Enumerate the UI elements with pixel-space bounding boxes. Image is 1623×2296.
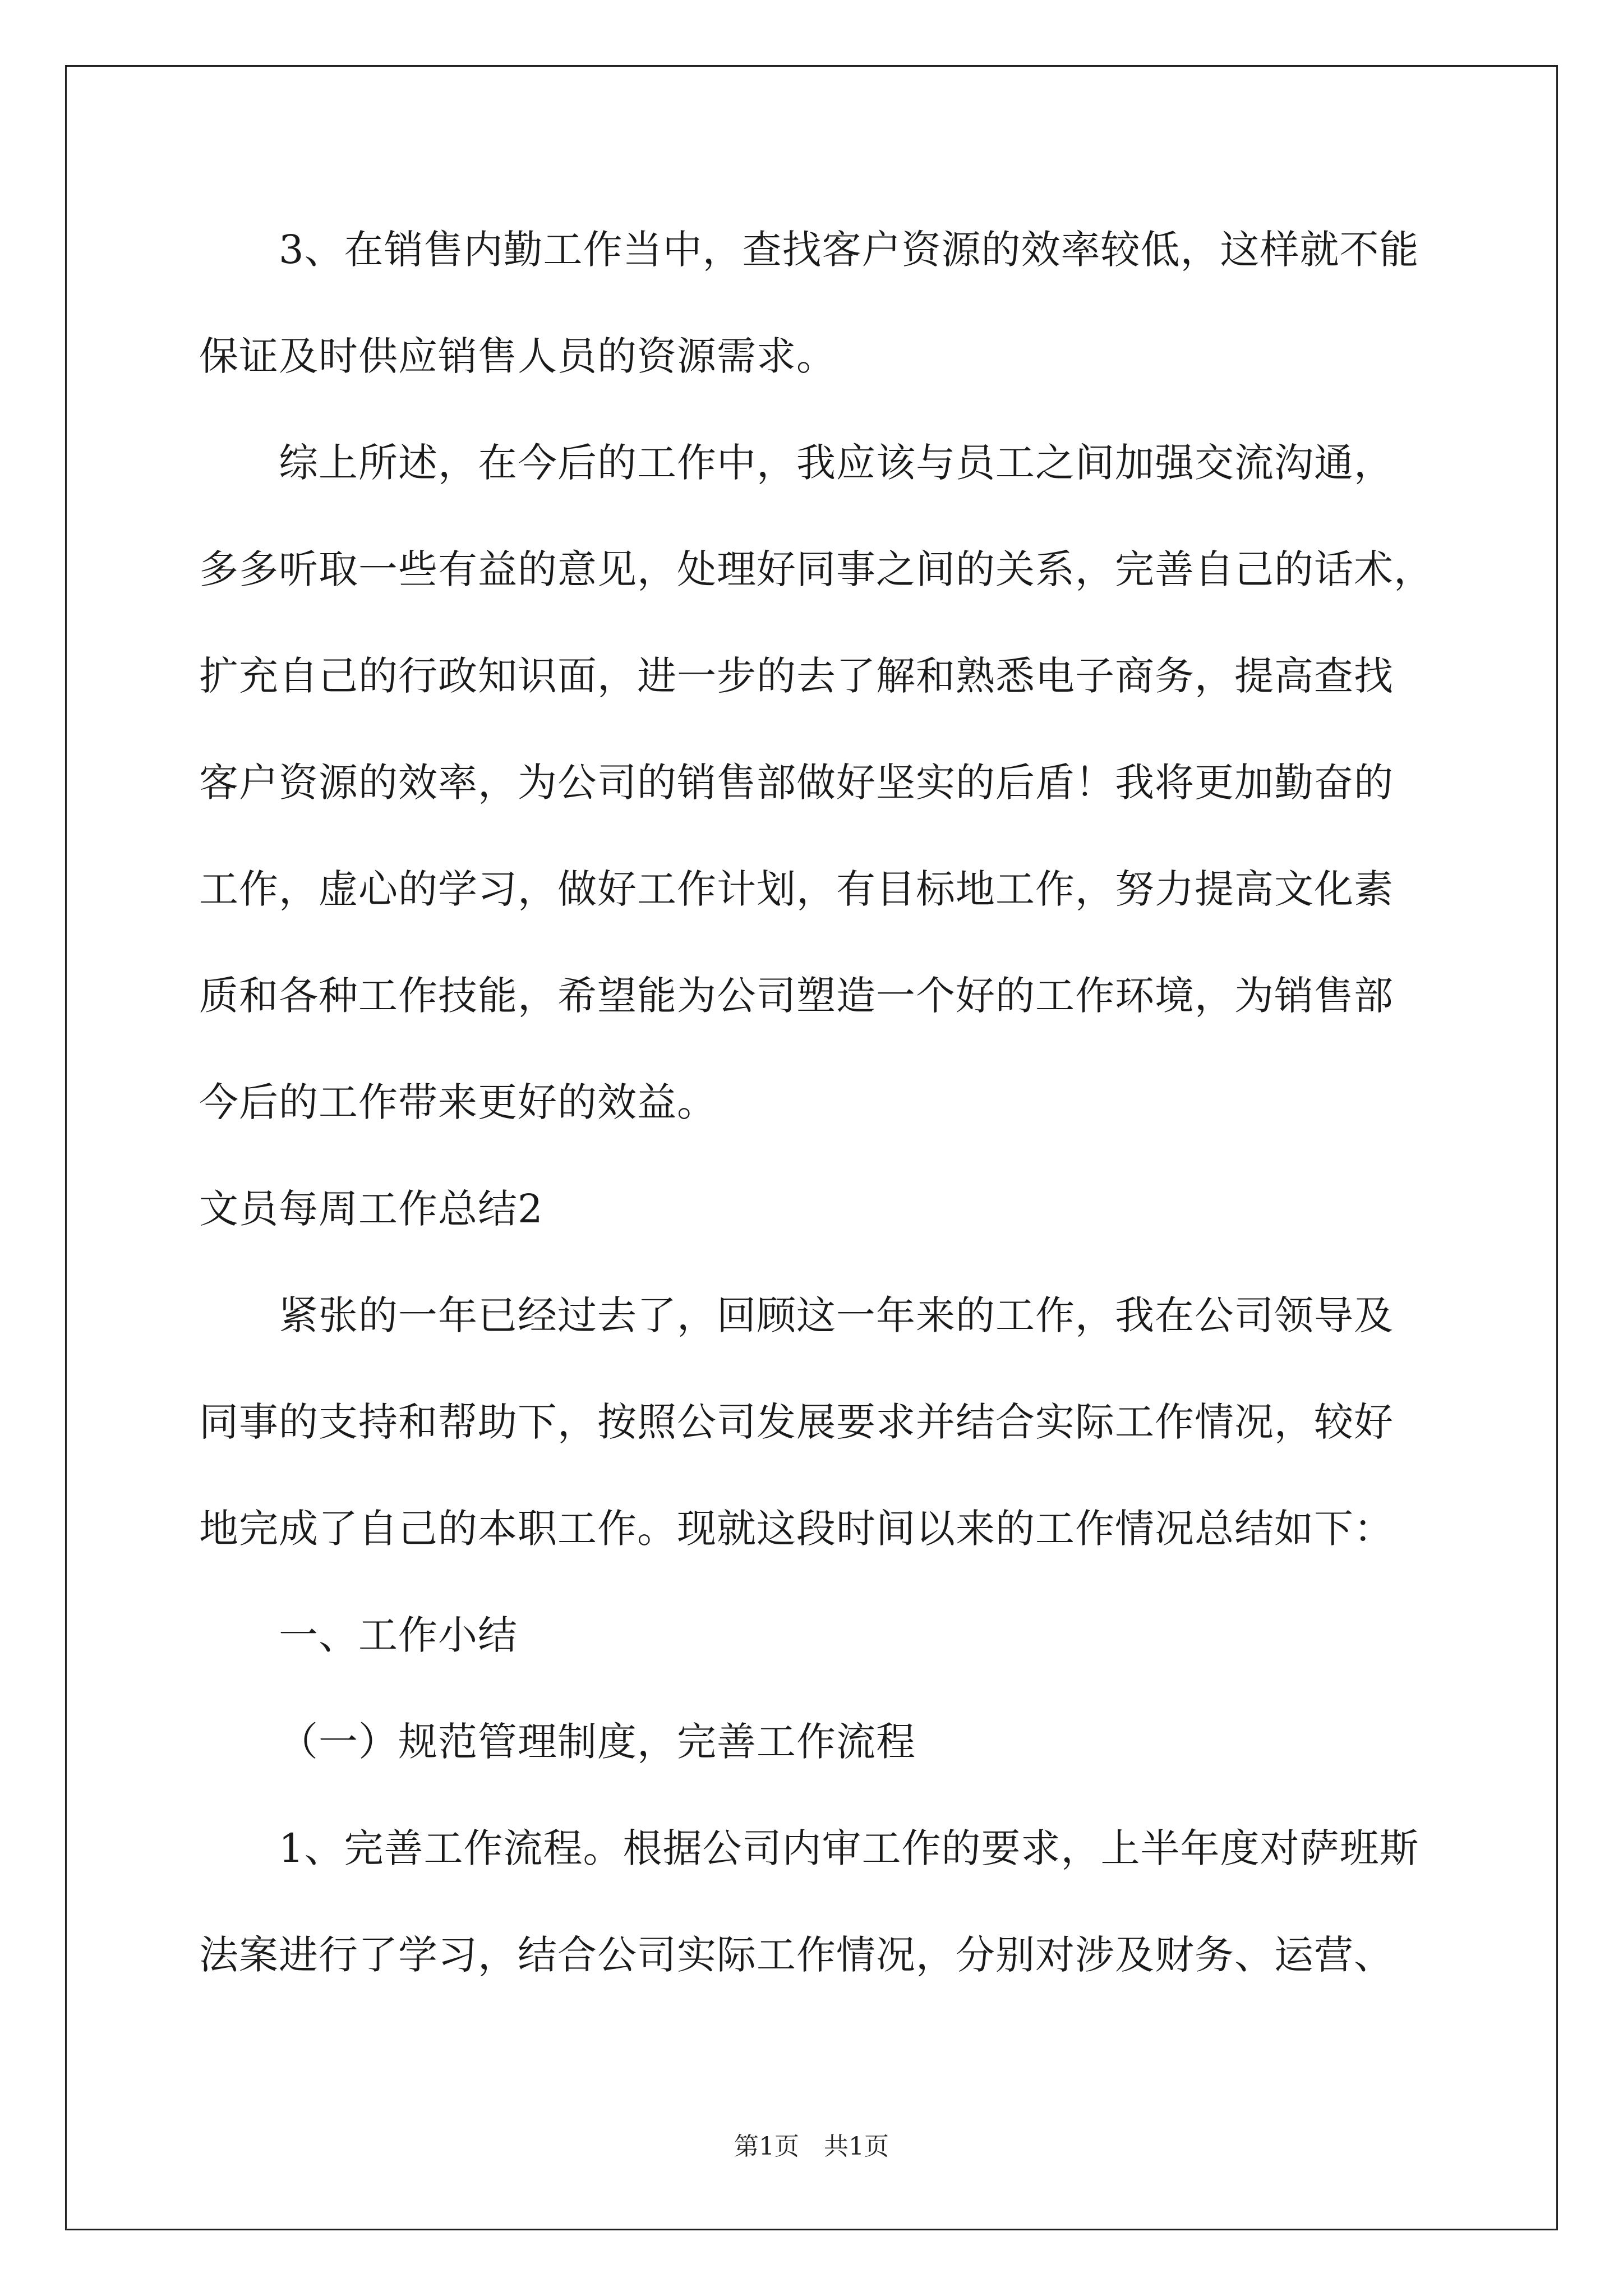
paragraph-line: 质和各种工作技能，希望能为公司塑造一个好的工作环境，为销售部 bbox=[199, 973, 1394, 1019]
paragraph-line: 地完成了自己的本职工作。现就这段时间以来的工作情况总结如下： bbox=[199, 1506, 1394, 1552]
paragraph-line: 今后的工作带来更好的效益。 bbox=[199, 1079, 717, 1125]
paragraph-line: 工作，虚心的学习，做好工作计划，有目标地工作，努力提高文化素 bbox=[199, 866, 1394, 912]
paragraph-line: 法案进行了学习，结合公司实际工作情况，分别对涉及财务、运营、 bbox=[199, 1932, 1394, 1978]
paragraph-line: 3、在销售内勤工作当中，查找客户资源的效率较低，这样就不能 bbox=[279, 227, 1419, 273]
paragraph-line: 1、完善工作流程。根据公司内审工作的要求，上半年度对萨班斯 bbox=[279, 1825, 1419, 1871]
paragraph-line: 多多听取一些有益的意见，处理好同事之间的关系，完善自己的话术， bbox=[199, 546, 1433, 592]
paragraph-line: 客户资源的效率，为公司的销售部做好坚实的后盾！我将更加勤奋的 bbox=[199, 760, 1394, 806]
paragraph-line: 紧张的一年已经过去了，回顾这一年来的工作，我在公司领导及 bbox=[279, 1292, 1394, 1338]
page-number-footer: 第1页 共1页 bbox=[734, 2132, 889, 2161]
subheading: （一）规范管理制度，完善工作流程 bbox=[279, 1719, 916, 1765]
paragraph-line: 同事的支持和帮助下，按照公司发展要求并结合实际工作情况，较好 bbox=[199, 1399, 1394, 1445]
section-heading: 文员每周工作总结2 bbox=[199, 1186, 543, 1232]
page-border bbox=[65, 65, 1558, 2230]
paragraph-line: 综上所述，在今后的工作中，我应该与员工之间加强交流沟通， bbox=[279, 440, 1394, 486]
paragraph-line: 保证及时供应销售人员的资源需求。 bbox=[199, 333, 836, 379]
paragraph-line: 扩充自己的行政知识面，进一步的去了解和熟悉电子商务，提高查找 bbox=[199, 653, 1394, 699]
subheading: 一、工作小结 bbox=[279, 1612, 518, 1658]
